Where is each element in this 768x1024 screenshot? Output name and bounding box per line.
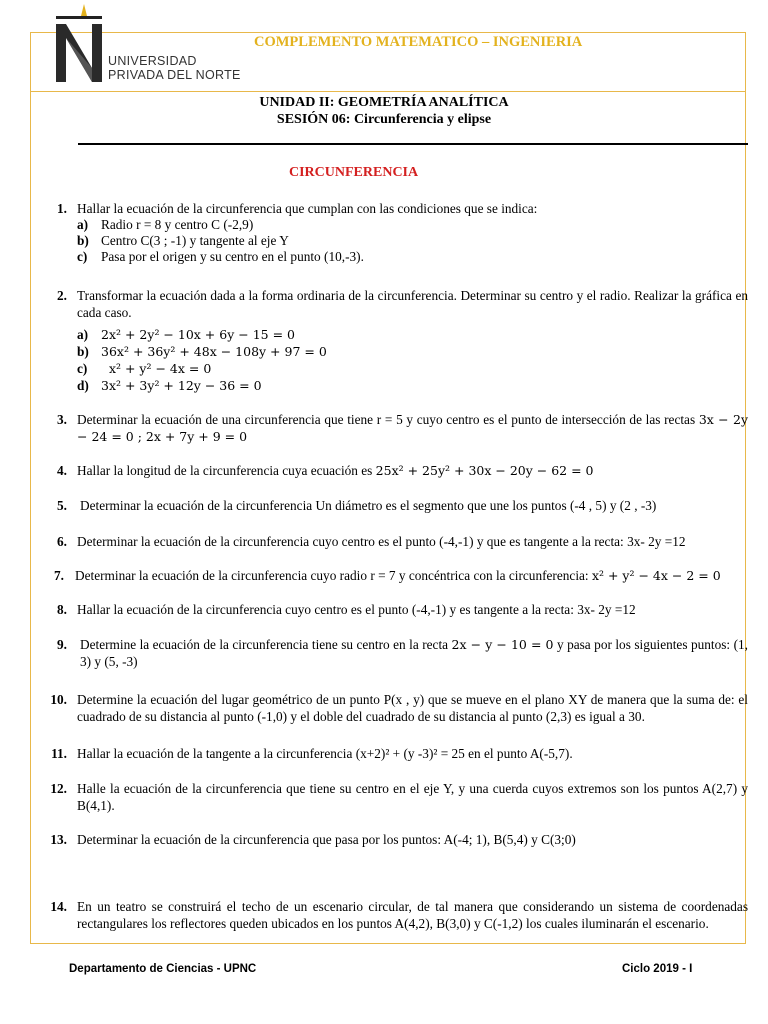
question-text: Determinar la ecuación de la circunferencia Un diámetro es el segmento que une los puntos (-4 , 5) y (2 , -3) [80, 498, 657, 513]
question-equation: 3x − 2y − 24 = 0 ; 2x + 7y + 9 = 0 [77, 412, 749, 444]
subitem-label: d) [77, 378, 89, 393]
question-text: Determinar la ecuación de la circunferencia cuyo centro es el punto (-4,-1) y que es tangente a la recta: 3x- 2y =12 [77, 534, 686, 549]
question-number: 14. [50, 899, 67, 914]
footer-cycle: Ciclo 2019 - I [622, 963, 693, 975]
subitem-equation: x² + y² − 4x = 0 [101, 361, 212, 376]
question-equation: 2x − y − 10 = 0 [451, 637, 554, 652]
question-text: Hallar la ecuación de la circunferencia que cumplan con las condiciones que se indica: [77, 201, 538, 216]
subitem-text: Radio r = 8 y centro C (-2,9) [101, 217, 254, 232]
session-title: SESIÓN 06: Circunferencia y elipse [276, 112, 492, 127]
question-number: 3. [57, 412, 67, 427]
question-number: 1. [57, 201, 67, 216]
question-number: 8. [57, 602, 67, 617]
question-text: Determinar la ecuación de la circunferencia cuyo radio r = 7 y concéntrica con la circunferencia: [75, 568, 592, 583]
subitem-label: b) [77, 344, 89, 359]
question-text: Transformar la ecuación dada a la forma ordinaria de la circunferencia. Determinar su centro y el radio. Realizar la gráfica en cada caso. [77, 288, 748, 320]
question-text: Halle la ecuación de la circunferencia que tiene su centro en el eje Y, y una cuerda cuyos extremos son los puntos A(2,7) y B(4,1). [77, 781, 748, 813]
question-equation: x² + y² − 4x − 2 = 0 [591, 568, 721, 583]
upn-logo-icon [48, 2, 108, 86]
question-text: Determine la ecuación de la circunferencia tiene su centro en la recta [80, 637, 452, 652]
subitem-text: Pasa por el origen y su centro en el punto (10,-3). [101, 249, 364, 264]
title-divider [78, 143, 748, 145]
university-name-line1: UNIVERSIDAD [108, 54, 197, 68]
question-text: Hallar la ecuación de la tangente a la circunferencia (x+2)² + (y -3)² = 25 en el punto A(-5,7). [77, 746, 573, 761]
question-number: 10. [50, 692, 67, 707]
subitem-label: a) [77, 327, 89, 342]
question-number: 6. [57, 534, 67, 549]
subitem-label: a) [77, 217, 89, 232]
question-number: 7. [54, 568, 64, 583]
question-text-continued: y pasa por los siguientes puntos: (1, 3) y (5, -3) [80, 637, 748, 669]
question-text: Hallar la ecuación de la circunferencia cuyo centro es el punto (-4,-1) y es tangente a la recta: 3x- 2y =12 [77, 602, 636, 617]
question-text-block [80, 637, 748, 670]
question-text-block [77, 412, 748, 445]
question-text: Determinar la ecuación de una circunferencia que tiene r = 5 y cuyo centro es el punto de intersección de las rectas [77, 412, 699, 427]
question-equation: 25x² + 25y² + 30x − 20y − 62 = 0 [375, 463, 594, 478]
question-text: Hallar la longitud de la circunferencia cuya ecuación es [77, 463, 376, 478]
course-title: COMPLEMENTO MATEMATICO – INGENIERIA [254, 34, 583, 50]
question-text: Determinar la ecuación de la circunferencia que pasa por los puntos: A(-4; 1), B(5,4) y C(3;0) [77, 832, 576, 847]
question-text: Determine la ecuación del lugar geométrico de un punto P(x , y) que se mueve en el plano XY de manera que la suma de: el cuadrado de su distancia al punto (-1,0) y el doble del cuadrado de su distancia al punto (2,3) es igual a 30. [77, 692, 748, 724]
subitem-text: Centro C(3 ; -1) y tangente al eje Y [101, 233, 289, 248]
question-number: 13. [50, 832, 67, 847]
subitem-equation: 2x² + 2y² − 10x + 6y − 15 = 0 [101, 327, 295, 342]
question-text-block [75, 568, 748, 585]
unit-title: UNIDAD II: GEOMETRÍA ANALÍTICA [259, 95, 509, 110]
subitem-label: b) [77, 233, 89, 248]
university-logo [48, 2, 248, 86]
header-divider [30, 91, 746, 92]
question-number: 9. [57, 637, 67, 652]
subitem-label: c) [77, 361, 88, 376]
subitem-equation: 3x² + 3y² + 12y − 36 = 0 [101, 378, 262, 393]
university-name-line2: PRIVADA DEL NORTE [108, 68, 241, 82]
question-text: En un teatro se construirá el techo de un escenario circular, de tal manera que considerando un sistema de coordenadas rectangulares los reflectores queden ubicados en los puntos A(4,2), B(3,0) y C(-1,2) los cuales iluminarán el escenario. [77, 899, 748, 931]
footer-department: Departamento de Ciencias - UPNC [69, 963, 257, 975]
question-number: 11. [51, 746, 67, 761]
subitem-label: c) [77, 249, 88, 264]
section-title: CIRCUNFERENCIA [289, 165, 419, 180]
question-text-block [77, 463, 748, 480]
question-number: 2. [57, 288, 67, 303]
question-number: 12. [50, 781, 67, 796]
question-number: 4. [57, 463, 67, 478]
subitem-equation: 36x² + 36y² + 48x − 108y + 97 = 0 [101, 344, 327, 359]
question-number: 5. [57, 498, 67, 513]
